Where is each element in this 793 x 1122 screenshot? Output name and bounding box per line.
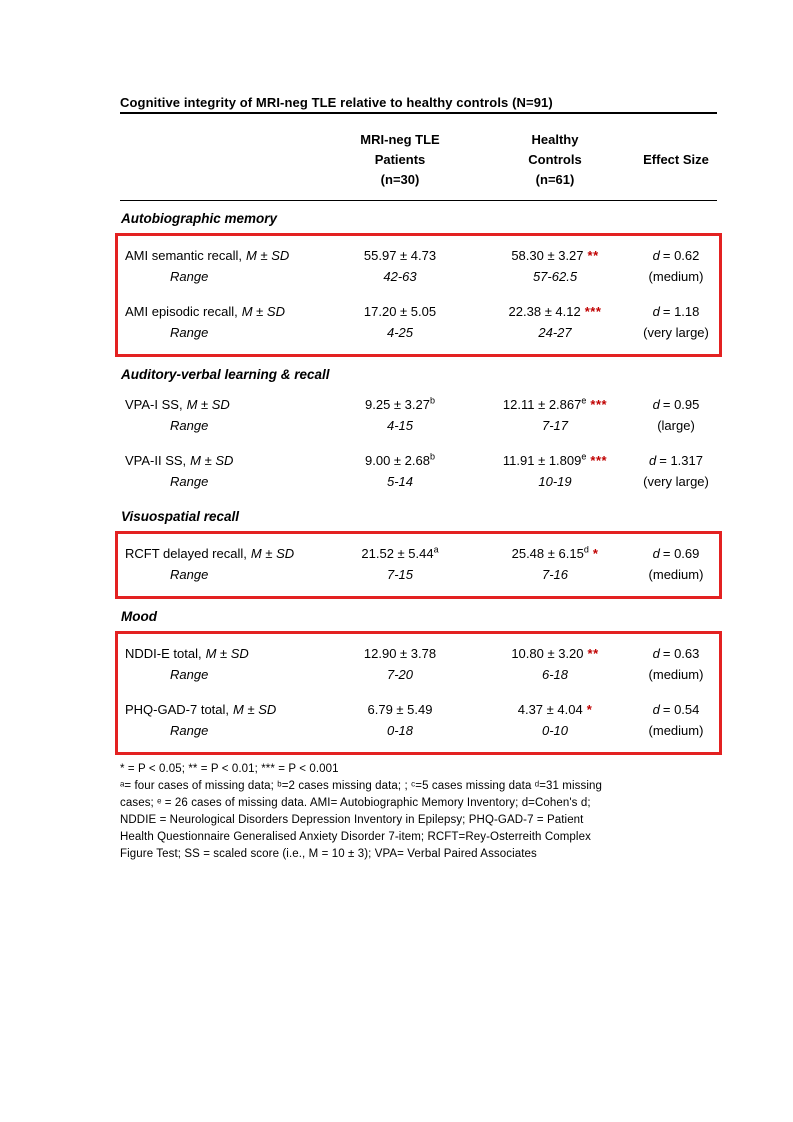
- controls-value: 4.37 ± 4.04 *: [517, 702, 593, 717]
- significance-stars: ***: [590, 397, 608, 412]
- footnote-line: cases; ᵉ = 26 cases of missing data. AMI= Autobiographic Memory Inventory; d=Cohen's d;: [120, 797, 591, 809]
- footnote-marker: d: [583, 544, 589, 555]
- patients-range: 4-15: [386, 418, 414, 433]
- measure-label: NDDI-E total, M ± SD: [125, 646, 249, 661]
- table-row: [120, 543, 717, 585]
- significance-stars: **: [587, 646, 599, 661]
- header-patients-line3: (n=30): [380, 172, 420, 187]
- table-row: [120, 450, 717, 492]
- table-header-row: [120, 114, 717, 200]
- section-rows-auditory-verbal: [120, 389, 717, 499]
- highlight-box-autobiographic: [115, 233, 722, 357]
- controls-value: 11.91 ± 1.809$^e$ ***: [502, 451, 608, 468]
- controls-value: 12.11 ± 2.867$^e$ ***: [502, 395, 608, 412]
- header-effect-size: Effect Size: [643, 152, 709, 167]
- header-controls-line1: Healthy: [531, 132, 579, 147]
- range-line: [120, 664, 717, 685]
- footnote-marker: b: [429, 451, 435, 462]
- range-label: Range: [170, 474, 209, 489]
- measure-label: RCFT delayed recall, M ± SD: [125, 546, 295, 561]
- patients-range: 42-63: [383, 269, 417, 284]
- effect-size-value: d = 1.18: [652, 304, 700, 319]
- section-heading-autobiographic-memory: Autobiographic memory: [121, 211, 278, 226]
- header-patients-line1: MRI-neg TLE: [360, 132, 440, 147]
- footnote-marker: e: [581, 395, 587, 406]
- header-patients-column: [330, 130, 470, 190]
- significance-stars: *: [592, 546, 599, 561]
- footnote-significance: * = P < 0.05; ** = P < 0.01; *** = P < 0.001: [120, 763, 339, 775]
- footnote-marker: e: [581, 451, 587, 462]
- section-heading-visuospatial: Visuospatial recall: [121, 509, 240, 524]
- measure-line: [120, 699, 717, 720]
- effect-size-value: d = 0.95: [652, 397, 700, 412]
- range-line: [120, 415, 717, 436]
- effect-size-value: d = 0.69: [652, 546, 700, 561]
- patients-value: 6.79 ± 5.49: [367, 702, 433, 717]
- measure-label: VPA-I SS, M ± SD: [125, 397, 230, 412]
- effect-size-category: (medium): [648, 723, 704, 738]
- range-line: [120, 322, 717, 343]
- footnote-line: ᵃ= four cases of missing data; ᵇ=2 cases missing data; ; ᶜ=5 cases missing data ᵈ=31 missing: [120, 780, 602, 792]
- patients-range: 7-15: [386, 567, 414, 582]
- effect-size-value: d = 0.54: [652, 702, 700, 717]
- measure-label: AMI episodic recall, M ± SD: [125, 304, 285, 319]
- patients-range: 7-20: [386, 667, 414, 682]
- patients-value: 12.90 ± 3.78: [363, 646, 437, 661]
- effect-size-category: (medium): [648, 567, 704, 582]
- measure-line: [120, 301, 717, 322]
- footnote-marker: b: [429, 395, 435, 406]
- range-label: Range: [170, 325, 209, 340]
- header-empty-cell: [125, 130, 330, 190]
- range-label: Range: [170, 723, 209, 738]
- footnote-line: Health Questionnaire Generalised Anxiety Disorder 7-item; RCFT=Rey-Osterreith Complex: [120, 831, 591, 843]
- table-row: [120, 643, 717, 685]
- table-title: Cognitive integrity of MRI-neg TLE relative to healthy controls (N=91): [120, 95, 717, 114]
- table-row: [120, 245, 717, 287]
- effect-size-category: (very large): [643, 325, 709, 340]
- controls-range: 7-17: [541, 418, 569, 433]
- effect-size-value: d = 0.62: [652, 248, 700, 263]
- measure-line: [120, 245, 717, 266]
- patients-value: 9.00 ± 2.68$^b$: [365, 451, 435, 468]
- effect-size-category: (large): [657, 418, 695, 433]
- significance-stars: **: [587, 248, 599, 263]
- range-label: Range: [170, 567, 209, 582]
- header-controls-line3: (n=61): [535, 172, 575, 187]
- significance-stars: ***: [590, 453, 608, 468]
- effect-size-value: d = 1.317: [649, 453, 703, 468]
- patients-value: 21.52 ± 5.44$^a$: [361, 544, 439, 561]
- patients-value: 9.25 ± 3.27$^b$: [365, 395, 435, 412]
- range-label: Range: [170, 418, 209, 433]
- header-patients-line2: Patients: [374, 152, 426, 167]
- section-heading-auditory-verbal: Auditory-verbal learning & recall: [121, 367, 330, 382]
- range-line: [120, 266, 717, 287]
- controls-range: 7-16: [541, 567, 569, 582]
- measure-label: VPA-II SS, M ± SD: [125, 453, 234, 468]
- effect-size-category: (medium): [648, 667, 704, 682]
- controls-range: 0-10: [541, 723, 569, 738]
- controls-value: 10.80 ± 3.20 **: [511, 646, 599, 661]
- range-label: Range: [170, 667, 209, 682]
- significance-stars: *: [586, 702, 593, 717]
- effect-size-category: (medium): [648, 269, 704, 284]
- controls-range: 57-62.5: [532, 269, 578, 284]
- measure-line: [120, 643, 717, 664]
- patients-range: 5-14: [386, 474, 414, 489]
- patients-value: 55.97 ± 4.73: [363, 248, 437, 263]
- measure-label: AMI semantic recall, M ± SD: [125, 248, 290, 263]
- range-line: [120, 564, 717, 585]
- range-line: [120, 720, 717, 741]
- controls-range: 6-18: [541, 667, 569, 682]
- controls-range: 24-27: [538, 325, 572, 340]
- table-row: [120, 394, 717, 436]
- header-controls-column: [470, 130, 640, 190]
- effect-size-category: (very large): [643, 474, 709, 489]
- results-table: [120, 95, 717, 863]
- highlight-box-mood: [115, 631, 722, 755]
- measure-label: PHQ-GAD-7 total, M ± SD: [125, 702, 277, 717]
- range-label: Range: [170, 269, 209, 284]
- header-controls-line2: Controls: [528, 152, 582, 167]
- footnote-line: NDDIE = Neurological Disorders Depression Inventory in Epilepsy; PHQ-GAD-7 = Patient: [120, 814, 584, 826]
- range-line: [120, 471, 717, 492]
- patients-value: 17.20 ± 5.05: [363, 304, 437, 319]
- measure-line: [120, 450, 717, 471]
- effect-size-value: d = 0.63: [652, 646, 700, 661]
- controls-value: 58.30 ± 3.27 **: [511, 248, 599, 263]
- controls-value: 25.48 ± 6.15$^d$ *: [511, 544, 599, 561]
- highlight-box-visuospatial: [115, 531, 722, 599]
- significance-stars: ***: [584, 304, 602, 319]
- header-rule: [120, 200, 717, 201]
- table-row: [120, 301, 717, 343]
- footnote-line: Figure Test; SS = scaled score (i.e., M = 10 ± 3); VPA= Verbal Paired Associates: [120, 848, 537, 860]
- section-heading-mood: Mood: [121, 609, 157, 624]
- footnote-marker: a: [433, 544, 439, 555]
- table-row: [120, 699, 717, 741]
- controls-value: 22.38 ± 4.12 ***: [508, 304, 602, 319]
- table-footnotes: [120, 761, 717, 863]
- patients-range: 0-18: [386, 723, 414, 738]
- measure-line: [120, 394, 717, 415]
- patients-range: 4-25: [386, 325, 414, 340]
- controls-range: 10-19: [538, 474, 572, 489]
- measure-line: [120, 543, 717, 564]
